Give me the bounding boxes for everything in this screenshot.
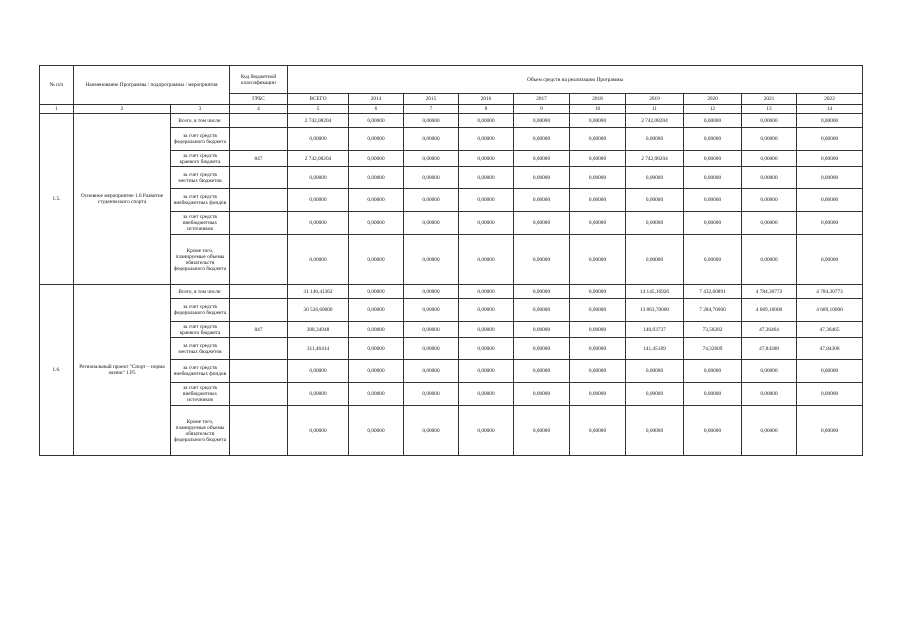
row-year-value: 0,00000 [404,128,459,151]
row-year-value: 0,00000 [459,322,514,338]
header-volume: Объем средств на реализацию Программы [288,66,863,94]
row-year-value: 0,00000 [349,235,404,285]
header-year: 2015 [404,94,459,105]
program-funding-table [39,65,863,456]
row-year-value: 0,00000 [742,114,797,128]
row-year-value: 0,00000 [459,406,514,456]
row-year-value: 0,00000 [404,151,459,167]
row-year-value: 0,00000 [626,128,684,151]
row-year-value: 0,00000 [514,406,570,456]
row-year-value: 0,00000 [349,338,404,360]
row-year-value: 7 284,70000 [684,299,742,322]
row-year-value: 0,00000 [404,114,459,128]
row-year-value: 0,00000 [797,383,863,406]
row-year-value: 0,00000 [684,189,742,212]
row-year-value: 13 863,70000 [626,299,684,322]
column-number: 11 [626,105,684,114]
row-total-value: 0,00000 [288,406,349,456]
row-year-value: 0,00000 [684,360,742,383]
row-label: за счет средств федерального бюджета [171,128,230,151]
row-year-value: 0,00000 [349,128,404,151]
header-row-1 [40,66,863,94]
row-year-value: 47,36464 [742,322,797,338]
row-year-value: 2 742,08204 [626,151,684,167]
row-year-value: 0,00000 [626,167,684,189]
row-year-value: 0,00000 [742,212,797,235]
section-number: 1.5. [40,114,74,285]
row-year-value: 0,00000 [570,167,626,189]
row-year-value: 0,00000 [404,212,459,235]
header-year: 2017 [514,94,570,105]
row-year-value: 0,00000 [514,151,570,167]
row-year-value: 0,00000 [797,360,863,383]
row-year-value: 0,00000 [349,212,404,235]
row-year-value: 0,00000 [459,189,514,212]
row-year-value: 4 689,10000 [797,299,863,322]
column-number: 6 [349,105,404,114]
header-year: 2014 [349,94,404,105]
column-number: 10 [570,105,626,114]
row-year-value: 0,00000 [684,235,742,285]
header-year: ВСЕГО [288,94,349,105]
row-year-value: 0,00000 [349,151,404,167]
row-year-value: 0,00000 [742,189,797,212]
row-total-value: 30 526,60000 [288,299,349,322]
row-year-value: 0,00000 [570,212,626,235]
row-grbs-code: 847 [230,151,288,167]
row-year-value: 140,03737 [626,322,684,338]
row-total-value: 31 146,41362 [288,285,349,299]
row-total-value: 0,00000 [288,383,349,406]
row-year-value: 0,00000 [514,338,570,360]
row-label: Всего, в том числе: [171,285,230,299]
row-year-value: 0,00000 [684,212,742,235]
row-year-value: 14 145,16926 [626,285,684,299]
row-year-value: 0,00000 [742,360,797,383]
row-year-value: 0,00000 [570,406,626,456]
row-year-value: 0,00000 [514,189,570,212]
row-year-value: 0,00000 [349,167,404,189]
row-year-value: 0,00000 [459,383,514,406]
row-year-value: 0,00000 [349,285,404,299]
row-grbs-code [230,212,288,235]
row-year-value: 0,00000 [514,114,570,128]
row-year-value: 0,00000 [459,285,514,299]
row-year-value: 0,00000 [459,235,514,285]
row-year-value: 0,00000 [626,235,684,285]
row-year-value: 0,00000 [742,383,797,406]
row-grbs-code [230,167,288,189]
row-year-value: 47,84308 [797,338,863,360]
row-year-value: 0,00000 [404,322,459,338]
row-year-value: 0,00000 [570,360,626,383]
row-label: за счет средств внебюджетных фондов [171,189,230,212]
row-year-value: 73,58282 [684,322,742,338]
row-label: за счет средств краевого бюджета [171,322,230,338]
row-year-value: 0,00000 [626,406,684,456]
row-label: за счет средств внебюджетных фондов [171,360,230,383]
column-number: 9 [514,105,570,114]
row-grbs-code [230,338,288,360]
column-number: 3 [171,105,230,114]
row-grbs-code [230,235,288,285]
column-number: 14 [797,105,863,114]
row-year-value: 0,00000 [570,128,626,151]
row-year-value: 7 432,60891 [684,285,742,299]
row-grbs-code [230,128,288,151]
column-number: 5 [288,105,349,114]
row-year-value: 0,00000 [797,189,863,212]
row-label: Кроме того, планируемые объемы обязательств федерального бюджета [171,235,230,285]
row-grbs-code [230,360,288,383]
row-year-value: 0,00000 [349,406,404,456]
row-year-value: 0,00000 [514,285,570,299]
row-year-value: 0,00000 [626,383,684,406]
row-label: Всего, в том числе: [171,114,230,128]
row-grbs-code [230,285,288,299]
header-year: 2021 [742,94,797,105]
row-year-value: 0,00000 [570,322,626,338]
row-year-value: 0,00000 [514,235,570,285]
row-total-value: 0,00000 [288,212,349,235]
row-total-value: 0,00000 [288,167,349,189]
column-number: 7 [404,105,459,114]
row-label: за счет средств местных бюджетов [171,338,230,360]
row-year-value: 0,00000 [349,114,404,128]
row-year-value: 0,00000 [797,128,863,151]
row-total-value: 0,00000 [288,189,349,212]
row-year-value: 141,45189 [626,338,684,360]
row-label: за счет средств краевого бюджета [171,151,230,167]
row-year-value: 0,00000 [742,128,797,151]
row-year-value: 0,00000 [570,285,626,299]
row-year-value: 0,00000 [797,151,863,167]
header-year: 2022 [797,94,863,105]
row-year-value: 74,32609 [684,338,742,360]
row-year-value: 0,00000 [404,360,459,383]
section-title: Основное мероприятие 1.6 Развитие студенческого спорта [74,114,171,285]
row-year-value: 0,00000 [570,338,626,360]
row-label: за счет средств внебюджетных источников [171,212,230,235]
row-year-value: 0,00000 [514,383,570,406]
column-number: 1 [40,105,74,114]
row-year-value: 0,00000 [742,406,797,456]
row-year-value: 0,00000 [684,151,742,167]
column-number-row [40,105,863,114]
row-year-value: 0,00000 [684,406,742,456]
row-year-value: 0,00000 [742,235,797,285]
row-year-value: 0,00000 [570,299,626,322]
row-grbs-code: 847 [230,322,288,338]
row-year-value: 0,00000 [684,167,742,189]
row-grbs-code [230,299,288,322]
row-year-value: 0,00000 [742,167,797,189]
row-label: за счет средств местных бюджетов [171,167,230,189]
section-number: 1.6. [40,285,74,456]
row-year-value: 4 689,10000 [742,299,797,322]
row-year-value: 0,00000 [459,151,514,167]
row-year-value: 0,00000 [626,212,684,235]
row-year-value: 0,00000 [459,128,514,151]
row-year-value: 0,00000 [404,383,459,406]
row-year-value: 0,00000 [459,360,514,383]
row-grbs-code [230,406,288,456]
row-year-value: 0,00000 [684,128,742,151]
row-year-value: 0,00000 [514,360,570,383]
row-label: за счет средств внебюджетных источников [171,383,230,406]
row-total-value: 311,46414 [288,338,349,360]
row-year-value: 0,00000 [349,322,404,338]
header-year: 2019 [626,94,684,105]
row-year-value: 0,00000 [459,299,514,322]
row-year-value: 0,00000 [459,114,514,128]
row-year-value: 0,00000 [404,167,459,189]
header-code: Код бюджетной классификации [230,66,288,94]
row-total-value: 0,00000 [288,360,349,383]
row-year-value: 0,00000 [742,151,797,167]
row-year-value: 47,36465 [797,322,863,338]
row-year-value: 0,00000 [514,128,570,151]
row-year-value: 0,00000 [626,189,684,212]
row-year-value: 0,00000 [404,338,459,360]
row-label: за счет средств федерального бюджета [171,299,230,322]
row-year-value: 0,00000 [514,212,570,235]
row-year-value: 47,84308 [742,338,797,360]
row-grbs-code [230,114,288,128]
row-year-value: 0,00000 [797,235,863,285]
row-year-value: 0,00000 [404,235,459,285]
header-name: Наименование Программы / подпрограммы / мероприятия [74,66,230,105]
row-year-value: 4 784,30772 [742,285,797,299]
row-grbs-code [230,189,288,212]
row-year-value: 4 784,30773 [797,285,863,299]
header-year: 2020 [684,94,742,105]
header-year: 2016 [459,94,514,105]
row-year-value: 0,00000 [570,114,626,128]
header-grbs: ГРБС [230,94,288,105]
row-year-value: 0,00000 [684,114,742,128]
column-number: 2 [74,105,171,114]
row-total-value: 2 742,08204 [288,114,349,128]
row-year-value: 0,00000 [404,299,459,322]
row-year-value: 0,00000 [570,189,626,212]
row-year-value: 0,00000 [459,167,514,189]
row-year-value: 0,00000 [797,167,863,189]
column-number: 12 [684,105,742,114]
row-year-value: 0,00000 [349,383,404,406]
row-total-value: 308,34948 [288,322,349,338]
row-year-value: 0,00000 [626,360,684,383]
row-total-value: 0,00000 [288,128,349,151]
column-number: 13 [742,105,797,114]
row-label: Кроме того, планируемые объемы обязательств федерального бюджета [171,406,230,456]
row-year-value: 0,00000 [684,383,742,406]
row-year-value: 0,00000 [514,167,570,189]
row-year-value: 0,00000 [797,406,863,456]
row-grbs-code [230,383,288,406]
row-total-value: 2 742,08204 [288,151,349,167]
row-year-value: 0,00000 [459,338,514,360]
column-number: 4 [230,105,288,114]
header-number: № п/п [40,66,74,105]
row-year-value: 0,00000 [404,285,459,299]
row-year-value: 0,00000 [404,406,459,456]
section-title: Региональный проект "Спорт – норма жизни" 1.Р5 [74,285,171,456]
row-year-value: 2 742,08204 [626,114,684,128]
table-row [40,285,863,299]
row-year-value: 0,00000 [514,299,570,322]
row-year-value: 0,00000 [570,151,626,167]
row-year-value: 0,00000 [570,383,626,406]
row-year-value: 0,00000 [349,189,404,212]
row-year-value: 0,00000 [349,299,404,322]
row-year-value: 0,00000 [514,322,570,338]
row-year-value: 0,00000 [570,235,626,285]
header-year: 2018 [570,94,626,105]
row-year-value: 0,00000 [404,189,459,212]
row-total-value: 0,00000 [288,235,349,285]
table-body [40,66,863,456]
row-year-value: 0,00000 [797,212,863,235]
column-number: 8 [459,105,514,114]
row-year-value: 0,00000 [797,114,863,128]
row-year-value: 0,00000 [459,212,514,235]
row-year-value: 0,00000 [349,360,404,383]
table-row [40,114,863,128]
